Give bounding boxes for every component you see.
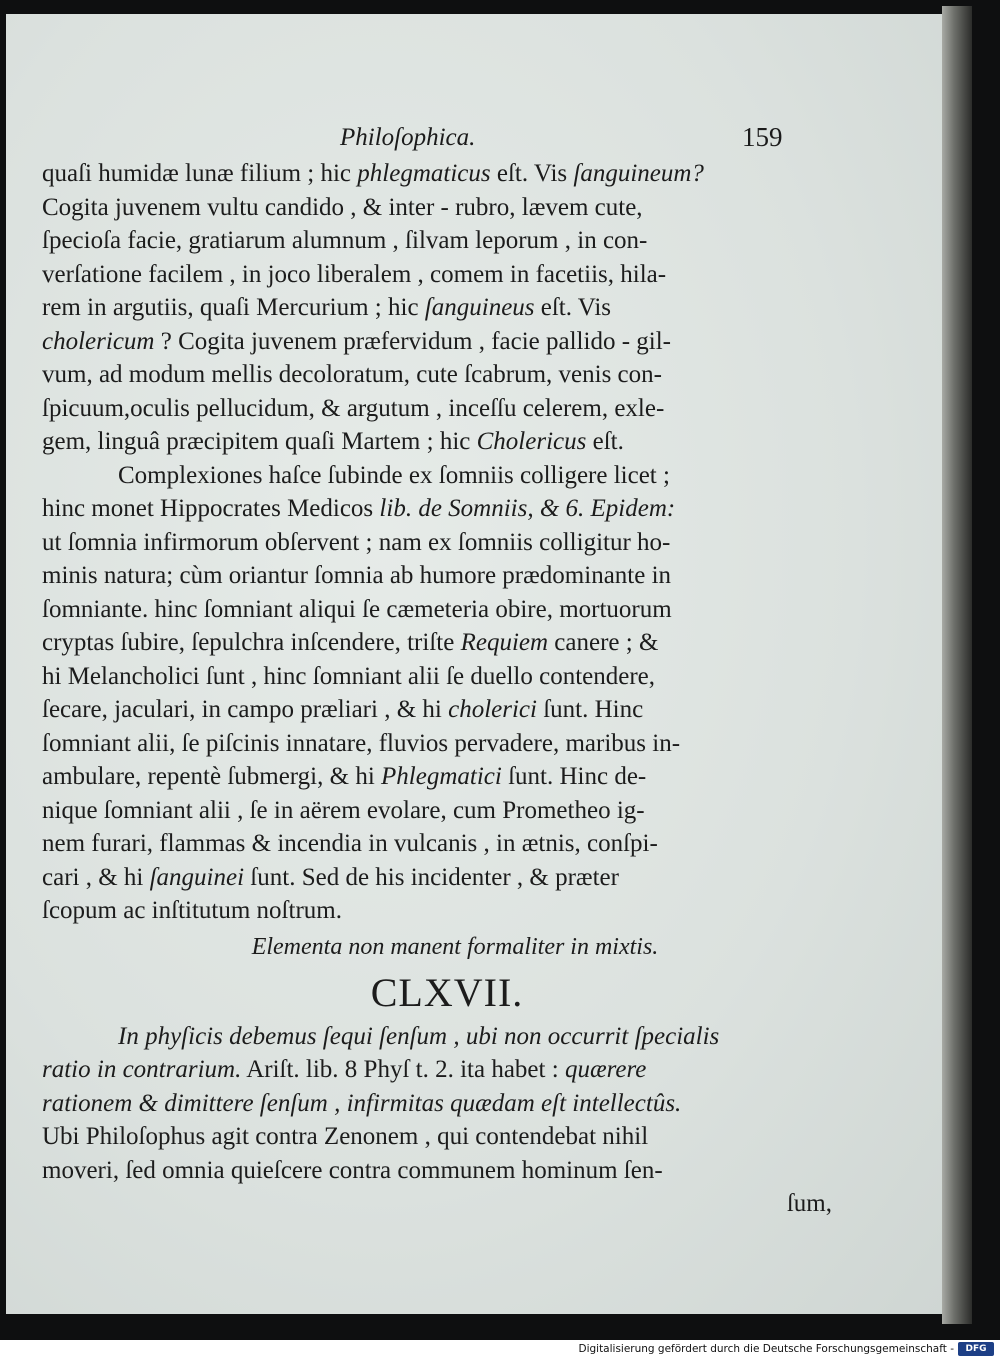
text-run: vum, ad modum mellis decoloratum, cute ſcabrum, venis con- <box>42 361 662 388</box>
text-line <box>42 894 832 928</box>
italic-run: phlegmaticus <box>357 160 491 187</box>
catchword-line <box>42 1187 832 1221</box>
italic-run: ratio in contrarium. <box>42 1056 242 1083</box>
text-line <box>42 526 832 560</box>
line-text <box>42 1120 648 1154</box>
line-text <box>42 224 647 258</box>
line-text <box>42 626 658 660</box>
text-run: canere ; & <box>548 629 659 656</box>
footer-credit: Digitalisierung gefördert durch die Deutsche Forschungsgemeinschaft - <box>578 1343 954 1355</box>
subheading: Elementa non manent formaliter in mixtis. <box>251 933 659 960</box>
text-run: ſomniant alii, ſe piſcinis innatare, fluvios pervadere, maribus in- <box>42 729 681 757</box>
line-text <box>42 325 671 359</box>
line-text <box>42 894 342 928</box>
italic-run: cholericum <box>42 327 155 355</box>
text-line <box>42 1020 832 1054</box>
text-run: Ariſt. lib. 8 Phyſ t. 2. ita habet : <box>241 1056 565 1083</box>
text-run: verſatione facilem , in joco liberalem , comem in facetiis, hila- <box>42 260 667 288</box>
section-number: CLXVII. <box>370 969 524 1015</box>
book-page <box>6 14 942 1314</box>
text-line <box>42 191 832 225</box>
text-run: nique ſomniant alii , ſe in aërem evolare, cum Prometheo ig- <box>42 796 645 824</box>
line-text <box>42 258 666 292</box>
text-line <box>42 727 832 761</box>
italic-run: ſanguineus <box>424 294 535 321</box>
line-text <box>42 660 655 694</box>
italic-run: ſanguineum? <box>573 160 704 187</box>
italic-run: ſanguinei <box>149 863 245 891</box>
text-run: eſt. Vis <box>534 294 612 321</box>
text-line <box>42 224 832 258</box>
text-run: ſomniante. hinc ſomniant aliqui ſe cæmeteria obire, mortuorum <box>42 595 672 623</box>
text-run: ſpicuum,oculis pellucidum, & argutum , inceſſu celerem, exle- <box>42 394 665 422</box>
italic-run: Phlegmatici <box>381 763 502 790</box>
footer <box>0 1340 1000 1359</box>
text-line <box>42 358 832 392</box>
text-run: rem in argutiis, quaſi Mercurium ; hic <box>42 294 425 321</box>
text-line <box>42 1120 832 1154</box>
italic-run: quærere <box>564 1056 647 1083</box>
text-line <box>42 760 832 794</box>
line-text <box>42 861 619 895</box>
text-line <box>42 660 832 694</box>
text-line <box>42 559 832 593</box>
line-text <box>42 827 658 861</box>
italic-run: In phyſicis debemus ſequi ſenſum , ubi non occurrit ſpecialis <box>118 1022 720 1050</box>
text-run: Ubi Philoſophus agit contra Zenonem , qui contendebat nihil <box>42 1123 649 1150</box>
text-run: Complexiones haſce ſubinde ex ſomniis colligere licet ; <box>118 461 670 489</box>
text-run: gem, linguâ præcipitem quaſi Martem ; hic <box>42 428 477 455</box>
text-run: quaſi humidæ lunæ filium ; hic <box>42 160 358 187</box>
text-line <box>42 325 832 359</box>
paragraph-2 <box>42 459 832 928</box>
page-header <box>6 124 942 158</box>
text-run: cryptas ſubire, ſepulchra inſcendere, triſte <box>42 629 461 656</box>
text-run: hinc monet Hippocrates Medicos <box>42 495 380 522</box>
text-run: nem furari, flammas & incendia in vulcanis , in ætnis, conſpi- <box>42 830 658 857</box>
text-run: ut ſomnia infirmorum obſervent ; nam ex ſomniis colligitur ho- <box>42 528 671 556</box>
text-line <box>42 1053 832 1087</box>
page-edge <box>942 6 972 1324</box>
text-run: cari , & hi <box>42 863 150 891</box>
text-line <box>42 157 832 191</box>
italic-run: lib. de Somniis, & 6. Epidem: <box>379 495 676 522</box>
dfg-logo: DFG <box>958 1342 994 1356</box>
paragraph-1 <box>42 157 832 459</box>
text-run: eſt. Vis <box>490 160 574 187</box>
line-text <box>42 593 672 627</box>
text-run: hi Melancholici ſunt , hinc ſomniant alii ſe duello contendere, <box>42 662 656 690</box>
line-text <box>42 559 671 593</box>
text-run: ſcopum ac inſtitutum noſtrum. <box>42 897 342 924</box>
line-text <box>42 425 624 459</box>
text-line <box>42 258 832 292</box>
text-line <box>42 827 832 861</box>
italic-run: rationem & dimittere ſenſum , infirmitas quædam eſt intellectûs. <box>42 1089 682 1117</box>
text-run: ſpecioſa facie, gratiarum alumnum , ſilvam leporum , in con- <box>42 227 648 254</box>
text-run: minis natura; cùm oriantur ſomnia ab humore prædominante in <box>42 562 672 589</box>
line-text <box>42 727 680 761</box>
line-text <box>42 760 646 794</box>
line-text <box>42 693 643 727</box>
text-line <box>42 492 832 526</box>
text-line <box>42 861 832 895</box>
text-line <box>42 1087 832 1121</box>
italic-run: Requiem <box>460 629 549 656</box>
line-text <box>42 392 664 426</box>
line-text <box>42 492 675 526</box>
italic-run: cholerici <box>448 696 537 723</box>
text-run: eſt. <box>586 428 624 455</box>
paragraph-3 <box>42 1020 832 1188</box>
text-line <box>42 425 832 459</box>
text-run: ſecare, jaculari, in campo præliari , & hi <box>42 696 449 723</box>
text-line <box>42 392 832 426</box>
line-text <box>42 157 704 191</box>
text-run: ambulare, repentè ſubmergi, & hi <box>42 763 382 790</box>
running-title: Philoſophica. <box>340 124 476 151</box>
line-text <box>118 459 670 493</box>
text-line <box>42 693 832 727</box>
line-text <box>118 1020 719 1054</box>
text-run: ſunt. Hinc <box>536 696 644 723</box>
line-text <box>42 358 662 392</box>
text-line <box>42 1154 832 1188</box>
line-text <box>42 1154 663 1188</box>
catchword: ſum, <box>786 1190 832 1217</box>
text-line <box>42 794 832 828</box>
page-text <box>42 157 832 1221</box>
text-run: moveri, ſed omnia quieſcere contra communem hominum ſen- <box>42 1156 663 1184</box>
text-line <box>42 626 832 660</box>
text-run: ſunt. Hinc de- <box>501 763 647 790</box>
line-text <box>42 191 643 225</box>
text-run: Cogita juvenem vultu candido , & inter - rubro, lævem cute, <box>42 193 643 221</box>
line-text <box>42 1053 646 1087</box>
text-line <box>42 291 832 325</box>
text-line <box>42 593 832 627</box>
text-line <box>42 459 832 493</box>
line-text <box>42 794 645 828</box>
text-run: ſunt. Sed de his incidenter , & præter <box>244 863 619 891</box>
line-text <box>42 1087 681 1121</box>
line-text <box>42 526 670 560</box>
line-text <box>42 291 611 325</box>
italic-run: Cholericus <box>476 428 587 455</box>
page-number: 159 <box>742 122 783 152</box>
text-run: ? Cogita juvenem præfervidum , facie pallido - gil- <box>154 327 671 355</box>
